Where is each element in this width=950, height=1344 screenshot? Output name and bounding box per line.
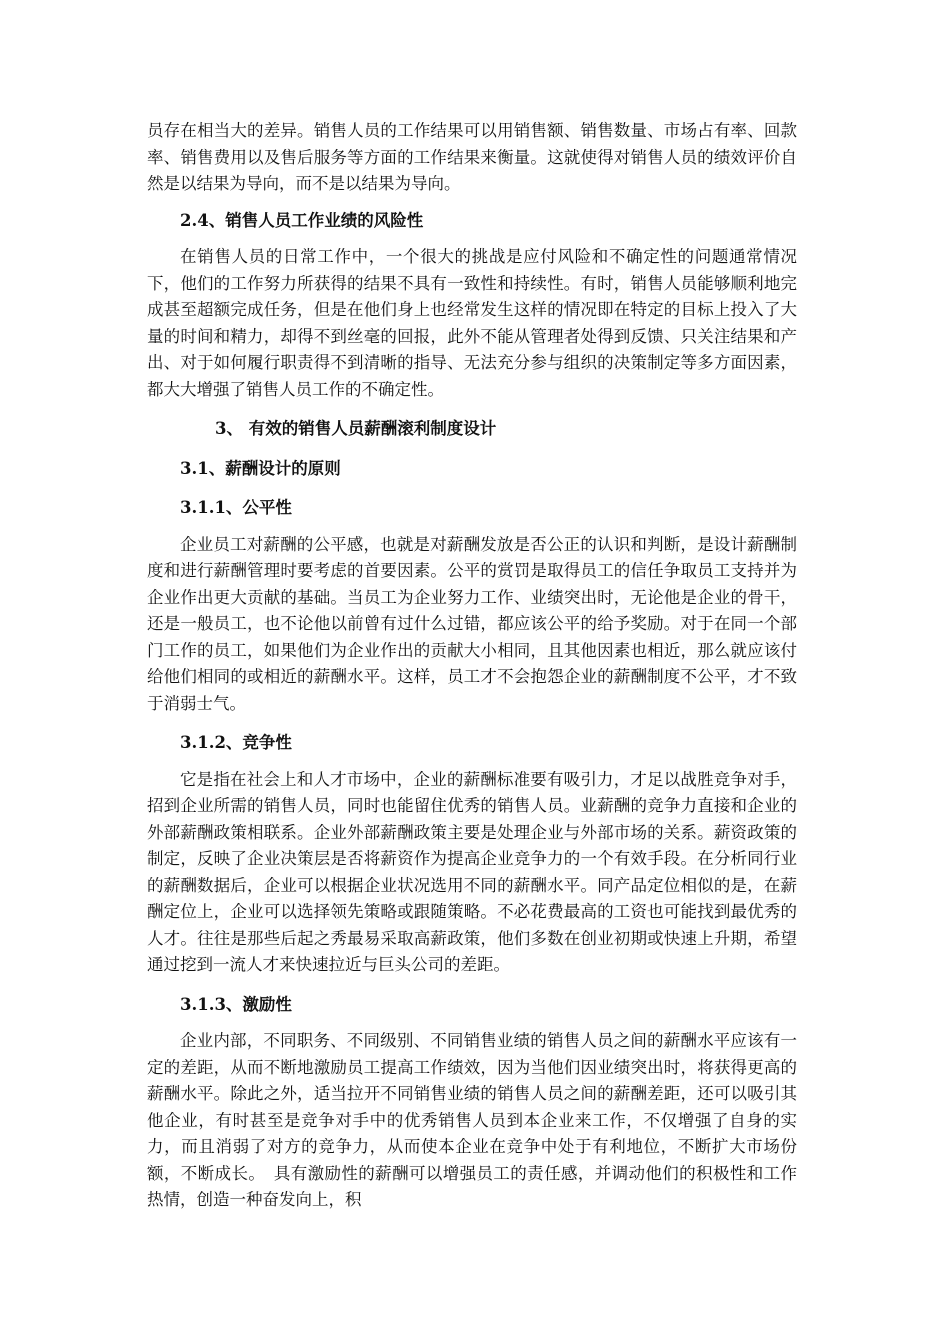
paragraph-sales-results: 员存在相当大的差异。销售人员的工作结果可以用销售额、销售数量、市场占有率、回款率、销售费用以及售后服务等方面的工作结果来衡量。这就使得对销售人员的绩效评价自然是以结果为导向，而不是以结果为导向。 bbox=[147, 121, 797, 193]
heading-3-1: 3.1、薪酬设计的原则 bbox=[180, 458, 341, 478]
heading-3-1-1: 3.1.1、公平性 bbox=[180, 498, 292, 517]
heading-3-1-3: 3.1.3、激励性 bbox=[180, 994, 292, 1014]
heading-2-4: 2.4、销售人员工作业绩的风险性 bbox=[180, 210, 424, 230]
heading-3-1-2: 3.1.2、竞争性 bbox=[180, 733, 292, 752]
paragraph-incentive: 企业内部，不同职务、不同级别、不同销售业绩的销售人员之间的薪酬水平应该有一定的差距，从而不断地激励员工提高工作绩效，因为当他们因业绩突出时，将获得更高的薪酬水平。除此之外，适当拉开不同销售业绩的销售人员之间的薪酬差距，还可以吸引其他企业，有时甚至是竞争对手中的优秀销售人员到本企业来工作，不仅增强了自身的实力，而且消弱了对方的竞争力，从而使本企业在竞争中处于有利地位，不断扩大市场份额，不断成长。 具有激励性的薪酬可以增强员工的责任感，并调动他们的积极性和工作热情，创造一种奋发向上，积 bbox=[147, 1031, 797, 1209]
paragraph-sales-risk: 在销售人员的日常工作中，一个很大的挑战是应付风险和不确定性的问题通常情况下，他们的工作努力所获得的结果不具有一致性和持续性。有时，销售人员能够顺利地完成甚至超额完成任务，但是在他们身上也经常发生这样的情况即在特定的目标上投入了大量的时间和精力，却得不到丝毫的回报，此外不能从管理者处得到反馈、只关注结果和产出、对于如何履行职责得不到清晰的指导、无法充分参与组织的决策制定等多方面因素，都大大增强了销售人员工作的不确定性。 bbox=[147, 247, 797, 399]
heading-3: 3、 有效的销售人员薪酬滚利制度设计 bbox=[215, 419, 497, 438]
document-page bbox=[147, 118, 797, 1214]
paragraph-competitiveness: 它是指在社会上和人才市场中，企业的薪酬标准要有吸引力，才足以战胜竞争对手，招到企业所需的销售人员，同时也能留住优秀的销售人员。业薪酬的竞争力直接和企业的外部薪酬政策相联系。企业外部薪酬政策主要是处理企业与外部市场的关系。薪资政策的制定，反映了企业决策层是否将薪资作为提高企业竞争力的一个有效手段。在分析同行业的薪酬数据后，企业可以根据企业状况选用不同的薪酬水平。同产品定位相似的是，在薪酬定位上，企业可以选择领先策略或跟随策略。不必花费最高的工资也可能找到最优秀的人才。往往是那些后起之秀最易采取高薪政策，他们多数在创业初期或快速上升期，希望通过挖到一流人才来快速拉近与巨头公司的差距。 bbox=[147, 769, 797, 974]
paragraph-fairness: 企业员工对薪酬的公平感，也就是对薪酬发放是否公正的认识和判断，是设计薪酬制度和进行薪酬管理时要考虑的首要因素。公平的赏罚是取得员工的信任争取员工支持并为企业作出更大贡献的基础。当员工为企业努力工作、业绩突出时，无论他是企业的骨干，还是一般员工，也不论他以前曾有过什么过错，都应该公平的给予奖励。对于在同一个部门工作的员工，如果他们为企业作出的贡献大小相同，且其他因素也相近，那么就应该付给他们相同的或相近的薪酬水平。这样，员工才不会抱怨企业的薪酬制度不公平，才不致于消弱士气。 bbox=[147, 534, 797, 713]
